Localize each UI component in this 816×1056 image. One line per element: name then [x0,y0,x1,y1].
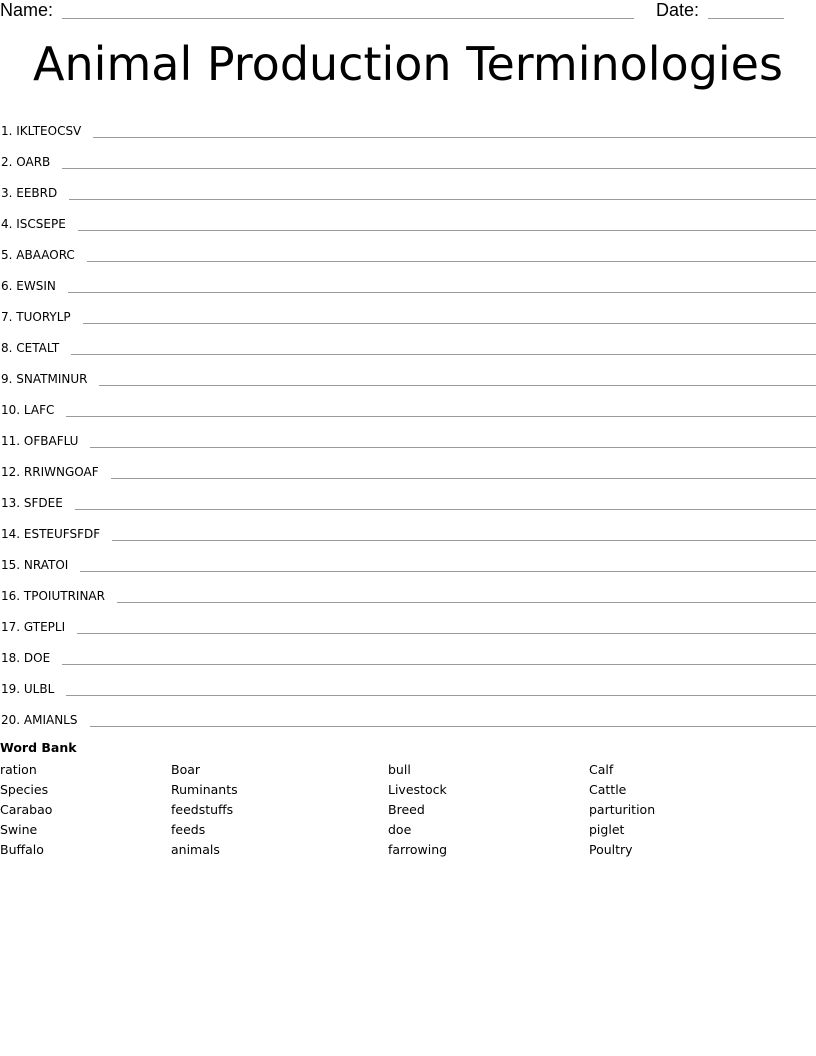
question-label: 10. LAFC [1,403,55,417]
answer-line[interactable] [62,664,816,665]
answer-line[interactable] [75,509,816,510]
answer-line[interactable] [71,354,816,355]
question-row [0,482,816,513]
question-label: 3. EEBRD [1,186,58,200]
question-label: 1. IKLTEOCSV [1,124,82,138]
question-label: 7. TUORYLP [1,310,71,324]
question-label: 5. ABAAORC [1,248,75,262]
answer-line[interactable] [66,416,816,417]
date-label: Date: [656,0,700,20]
question-label: 12. RRIWNGOAF [1,465,99,479]
question-label: 14. ESTEUFSFDF [1,527,101,541]
question-label: 6. EWSIN [1,279,56,293]
name-line [62,18,634,19]
question-label: 19. ULBL [1,682,55,696]
word-bank-word: Ruminants [171,782,238,797]
answer-line[interactable] [83,323,816,324]
question-row [0,513,816,544]
word-bank-word: Boar [171,762,201,777]
question-label: 9. SNATMINUR [1,372,88,386]
word-bank [0,740,816,860]
question-label: 15. NRATOI [1,558,69,572]
question-label: 16. TPOIUTRINAR [1,589,105,603]
question-row [0,389,816,420]
question-label: 13. SFDEE [1,496,63,510]
question-row [0,296,816,327]
word-bank-word: Cattle [589,782,627,797]
question-row [0,327,816,358]
question-row [0,203,816,234]
answer-line[interactable] [112,540,816,541]
question-row [0,234,816,265]
page-title: Animal Production Terminologies [33,37,783,91]
word-bank-title: Word Bank [0,740,77,755]
answer-line[interactable] [69,199,816,200]
question-label: 17. GTEPLI [1,620,66,634]
question-row [0,637,816,668]
word-bank-grid [0,760,816,860]
word-bank-word: Poultry [589,842,633,857]
answer-line[interactable] [66,695,816,696]
answer-line[interactable] [77,633,816,634]
question-row [0,451,816,482]
word-bank-word: Species [0,782,49,797]
question-row [0,544,816,575]
question-row [0,141,816,172]
word-bank-word: Carabao [0,802,53,817]
question-row [0,668,816,699]
question-row [0,110,816,141]
word-bank-word: parturition [589,802,656,817]
word-bank-word: Livestock [388,782,447,797]
word-bank-word: doe [388,822,412,837]
word-bank-word: animals [171,842,220,857]
question-label: 2. OARB [1,155,51,169]
answer-line[interactable] [93,137,816,138]
word-bank-column [171,760,238,860]
word-bank-word: bull [388,762,411,777]
answer-line[interactable] [68,292,816,293]
word-bank-word: feedstuffs [171,802,234,817]
answer-line[interactable] [87,261,816,262]
word-bank-word: Swine [0,822,38,837]
question-list [0,110,816,730]
answer-line[interactable] [117,602,816,603]
word-bank-word: Buffalo [0,842,44,857]
word-bank-word: ration [0,762,37,777]
question-row [0,699,816,730]
word-bank-column [589,760,655,860]
question-row [0,358,816,389]
word-bank-column [388,760,447,860]
answer-line[interactable] [62,168,816,169]
question-row [0,265,816,296]
answer-line[interactable] [90,447,816,448]
question-label: 4. ISCSEPE [1,217,66,231]
word-bank-word: Calf [589,762,614,777]
name-date-header [0,0,816,24]
question-label: 11. OFBAFLU [1,434,79,448]
date-line [708,18,784,19]
word-bank-word: farrowing [388,842,448,857]
question-row [0,420,816,451]
question-label: 20. AMIANLS [1,713,78,727]
word-bank-column [0,760,52,860]
name-label: Name: [0,0,54,20]
word-bank-word: piglet [589,822,625,837]
question-label: 8. CETALT [1,341,60,355]
answer-line[interactable] [111,478,816,479]
question-row [0,172,816,203]
answer-line[interactable] [80,571,816,572]
word-bank-word: feeds [171,822,206,837]
question-row [0,575,816,606]
question-label: 18. DOE [1,651,51,665]
question-row [0,606,816,637]
answer-line[interactable] [90,726,816,727]
answer-line[interactable] [99,385,816,386]
word-bank-word: Breed [388,802,425,817]
answer-line[interactable] [78,230,816,231]
